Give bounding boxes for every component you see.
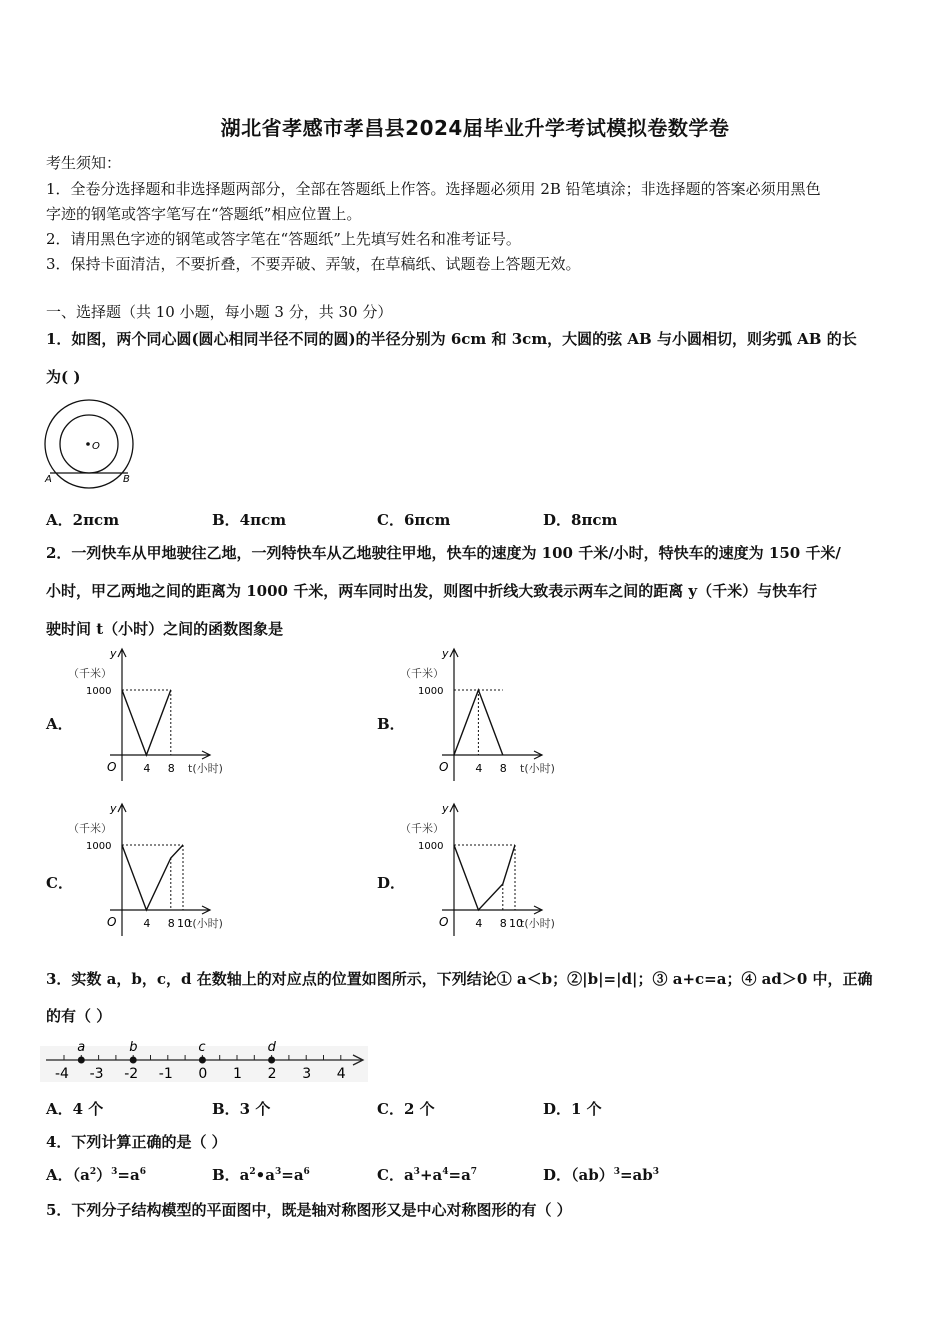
page-title: 湖北省孝感市孝昌县2024届毕业升学考试模拟卷数学卷 xyxy=(220,116,730,140)
number-line-tick-label: 3 xyxy=(302,1066,312,1082)
point-label-c: c xyxy=(198,1040,206,1055)
q3-option-a[interactable]: A．4 个 xyxy=(46,1100,104,1118)
graph-polyline xyxy=(454,845,515,910)
origin-label: O xyxy=(107,760,117,774)
q1-option-c[interactable]: C．6πcm xyxy=(377,511,451,529)
q4-d-sup1: 3 xyxy=(613,1167,620,1177)
x-tick-label: 8 xyxy=(167,762,175,775)
q4-b-part3: =a xyxy=(281,1166,304,1184)
point-label-a: a xyxy=(77,1040,86,1055)
x-tick-label: 8 xyxy=(499,762,507,775)
q2-option-d[interactable]: D． xyxy=(377,874,406,892)
y-axis-unit: （千米） xyxy=(400,667,444,680)
q4-b-sup2: 3 xyxy=(274,1167,282,1177)
number-line-tick-label: 4 xyxy=(336,1066,346,1082)
y-axis-label: y xyxy=(110,647,117,660)
q2-graph-d xyxy=(396,800,576,940)
q2-graph-a xyxy=(64,645,244,785)
q5-stem: 5．下列分子结构模型的平面图中，既是轴对称图形又是中心对称图形的有（ ） xyxy=(46,1201,572,1219)
q4-c-part3: =a xyxy=(448,1166,471,1184)
q2-graph-b xyxy=(396,645,576,785)
q4-a-sup3: 6 xyxy=(139,1167,146,1177)
y-axis-unit: （千米） xyxy=(400,822,444,835)
q4-b-part1: B．a xyxy=(212,1166,250,1184)
q1-option-b[interactable]: B．4πcm xyxy=(212,511,287,529)
section-heading: 一、选择题（共 10 小题，每小题 3 分，共 30 分） xyxy=(46,303,393,321)
q3-number-line xyxy=(40,1032,370,1084)
q3-option-d[interactable]: D．1 个 xyxy=(543,1100,602,1118)
q1-stem-line1: 1．如图，两个同心圆(圆心相同半径不同的圆)的半径分别为 6cm 和 3cm，大圆的弦 AB 与小圆相切，则劣弧 AB 的长 xyxy=(46,330,857,348)
q2-graph-c xyxy=(64,800,244,940)
q4-d-part2: =ab xyxy=(619,1166,653,1184)
number-line-tick-label: -1 xyxy=(158,1066,173,1082)
q4-b-sup1: 2 xyxy=(249,1167,256,1177)
x-axis-label: t(小时) xyxy=(188,917,223,930)
q4-d-part1: D．（ab） xyxy=(543,1166,614,1184)
q2-stem-line1: 2．一列快车从甲地驶往乙地，一列特快车从乙地驶往甲地，快车的速度为 100 千米/小时，特快车的速度为 150 千米/ xyxy=(46,544,841,562)
x-tick-label: 8 xyxy=(167,917,175,930)
point-label-b: b xyxy=(129,1040,138,1055)
point-b xyxy=(130,1057,137,1064)
q4-option-a[interactable] xyxy=(46,1164,146,1185)
origin-label: O xyxy=(107,915,117,929)
q4-a-part2: ） xyxy=(96,1166,112,1184)
number-line-tick-label: 1 xyxy=(233,1066,242,1082)
x-tick-label: 4 xyxy=(143,917,151,930)
q1-stem-line2: 为( ) xyxy=(46,368,81,386)
q4-a-part1: A．（a xyxy=(46,1166,90,1184)
y-axis-unit: （千米） xyxy=(68,822,112,835)
point-d xyxy=(268,1057,275,1064)
number-line-tick-label: -4 xyxy=(55,1066,69,1082)
number-line-tick-label: 0 xyxy=(198,1066,208,1082)
x-axis-label: t(小时) xyxy=(520,917,555,930)
q2-option-a[interactable]: A． xyxy=(46,715,73,733)
q4-b-part2: •a xyxy=(255,1166,275,1184)
q4-c-sup2: 4 xyxy=(442,1167,449,1177)
graph-polyline xyxy=(122,690,171,755)
notice-heading: 考生须知： xyxy=(46,154,122,172)
point-c xyxy=(199,1057,206,1064)
y-tick-1000: 1000 xyxy=(418,686,444,697)
x-tick-label: 10 xyxy=(509,917,523,930)
x-tick-label: 4 xyxy=(475,917,483,930)
notice-line-1a: 1．全卷分选择题和非选择题两部分，全部在答题纸上作答。选择题必须用 2B 铅笔填涂；非选择题的答案必须用黑色 xyxy=(46,180,821,198)
notice-line-1b: 字迹的钢笔或答字笔写在“答题纸”相应位置上。 xyxy=(46,205,362,223)
number-line-tick-label: -2 xyxy=(124,1066,139,1082)
y-axis-label: y xyxy=(110,802,117,815)
center-dot xyxy=(86,442,90,446)
x-tick-label: 10 xyxy=(177,917,191,930)
label-a: A xyxy=(45,474,52,485)
q4-a-part3: =a xyxy=(117,1166,140,1184)
q3-stem-line1: 3．实数 a，b，c，d 在数轴上的对应点的位置如图所示，下列结论① a＜b；②|b|=|d|；③ a+c=a；④ ad＞0 中，正确 xyxy=(46,970,873,988)
notice-line-2: 2．请用黑色字迹的钢笔或答字笔在“答题纸”上先填写姓名和准考证号。 xyxy=(46,230,521,248)
label-o: O xyxy=(92,441,100,452)
origin-label: O xyxy=(439,760,449,774)
notice-line-3: 3．保持卡面清洁，不要折叠，不要弄破、弄皱，在草稿纸、试题卷上答题无效。 xyxy=(46,255,581,273)
q4-c-part2: +a xyxy=(419,1166,443,1184)
origin-label: O xyxy=(439,915,449,929)
x-tick-label: 4 xyxy=(143,762,151,775)
y-axis-unit: （千米） xyxy=(68,667,112,680)
y-axis-label: y xyxy=(442,802,449,815)
q4-c-sup3: 7 xyxy=(470,1167,478,1177)
q4-stem: 4．下列计算正确的是（ ） xyxy=(46,1133,227,1151)
x-tick-label: 8 xyxy=(499,917,507,930)
q4-option-d[interactable] xyxy=(543,1164,659,1185)
q4-c-part1: C．a xyxy=(377,1166,414,1184)
q2-stem-line2: 小时，甲乙两地之间的距离为 1000 千米，两车同时出发，则图中折线大致表示两车之间的距离 y（千米）与快车行 xyxy=(46,582,818,600)
q4-c-sup1: 3 xyxy=(413,1167,420,1177)
q4-option-b[interactable] xyxy=(212,1164,310,1185)
q4-option-c[interactable] xyxy=(377,1164,477,1185)
q2-option-b[interactable]: B． xyxy=(377,715,405,733)
x-axis-label: t(小时) xyxy=(188,762,223,775)
y-tick-1000: 1000 xyxy=(418,841,444,852)
x-axis-label: t(小时) xyxy=(520,762,555,775)
label-b: B xyxy=(123,474,130,485)
q4-a-sup2: 3 xyxy=(111,1167,118,1177)
q4-d-sup2: 3 xyxy=(652,1167,660,1177)
q1-option-a[interactable]: A．2πcm xyxy=(46,511,120,529)
q4-b-sup3: 6 xyxy=(303,1167,310,1177)
x-tick-label: 4 xyxy=(475,762,483,775)
point-label-d: d xyxy=(267,1040,276,1055)
point-a xyxy=(78,1057,85,1064)
graph-polyline xyxy=(122,845,183,910)
q3-stem-line2: 的有（ ） xyxy=(46,1007,112,1025)
q3-option-c[interactable]: C．2 个 xyxy=(377,1100,435,1118)
q1-option-d[interactable]: D．8πcm xyxy=(543,511,618,529)
number-line-tick-label: 2 xyxy=(267,1066,277,1082)
q2-stem-line3: 驶时间 t（小时）之间的函数图象是 xyxy=(46,620,284,638)
q3-option-b[interactable]: B．3 个 xyxy=(212,1100,271,1118)
q4-a-sup1: 2 xyxy=(89,1167,97,1177)
y-tick-1000: 1000 xyxy=(86,686,112,697)
q2-option-c[interactable]: C． xyxy=(46,874,73,892)
y-axis-label: y xyxy=(442,647,449,660)
y-tick-1000: 1000 xyxy=(86,841,112,852)
number-line-tick-label: -3 xyxy=(89,1066,104,1082)
q1-concentric-circles-figure xyxy=(40,398,140,490)
